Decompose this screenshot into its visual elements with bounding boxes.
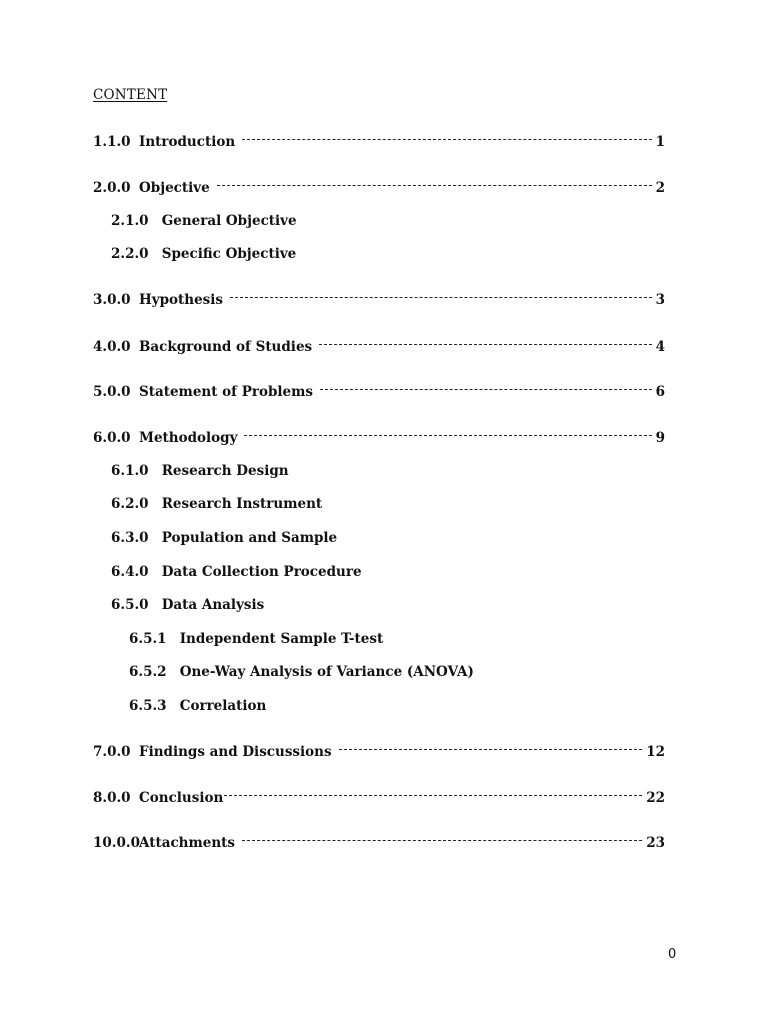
dot-leader (217, 184, 652, 186)
section-number: 1.1.0 (93, 134, 131, 150)
toc-entry-general-objective (111, 212, 297, 230)
section-title: General Objective (161, 213, 297, 229)
page-number: 12 (646, 744, 665, 760)
dot-leader (224, 794, 642, 796)
toc-entry-data-analysis (111, 596, 264, 614)
section-number: 4.0.0 (93, 339, 131, 355)
section-title: Methodology (139, 430, 238, 446)
toc-entry-background-of-studies (93, 338, 665, 356)
section-number: 8.0.0 (93, 790, 131, 806)
page-number: 9 (655, 430, 665, 446)
section-title: Data Collection Procedure (161, 564, 362, 580)
page-number: 1 (655, 134, 665, 150)
section-title: Population and Sample (161, 530, 338, 546)
section-title: Findings and Discussions (139, 744, 332, 760)
section-title: Data Analysis (161, 597, 265, 613)
toc-heading: CONTENT (93, 87, 168, 103)
section-number: 2.0.0 (93, 180, 131, 196)
section-number: 6.5.1 (129, 631, 167, 647)
section-title: Hypothesis (139, 292, 224, 308)
section-number: 5.0.0 (93, 384, 131, 400)
toc-entry-research-design (111, 462, 289, 480)
toc-entry-data-collection-procedure (111, 563, 362, 581)
section-title: Correlation (179, 698, 267, 714)
toc-entry-one-way-anova (129, 663, 474, 681)
toc-entry-introduction (93, 133, 665, 151)
section-title: Conclusion (139, 790, 224, 806)
toc-entry-methodology (93, 429, 665, 447)
section-number: 6.5.2 (129, 664, 167, 680)
page-number: 4 (655, 339, 665, 355)
section-number: 2.1.0 (111, 213, 149, 229)
dot-leader (319, 343, 651, 345)
section-title: Specific Objective (161, 246, 297, 262)
toc-entry-independent-sample-t-test (129, 630, 383, 648)
section-number: 6.3.0 (111, 530, 149, 546)
section-title: Background of Studies (139, 339, 313, 355)
section-number: 6.5.0 (111, 597, 149, 613)
section-number: 3.0.0 (93, 292, 131, 308)
toc-entry-research-instrument (111, 495, 322, 513)
page-number: 6 (655, 384, 665, 400)
section-title: Statement of Problems (139, 384, 314, 400)
section-number: 10.0.0 (93, 835, 140, 851)
page-number: 22 (646, 790, 665, 806)
page-number: 2 (655, 180, 665, 196)
section-title: One-Way Analysis of Variance (ANOVA) (179, 664, 474, 680)
section-title: Research Instrument (161, 496, 323, 512)
dot-leader (242, 839, 642, 841)
toc-entry-attachments (93, 834, 665, 852)
dot-leader (242, 138, 651, 140)
section-number: 6.1.0 (111, 463, 149, 479)
page-number: 23 (646, 835, 665, 851)
section-title: Attachments (139, 835, 236, 851)
section-number: 6.2.0 (111, 496, 149, 512)
section-number: 2.2.0 (111, 246, 149, 262)
toc-entry-specific-objective (111, 245, 296, 263)
dot-leader (230, 296, 652, 298)
page-number: 3 (655, 292, 665, 308)
section-title: Independent Sample T-test (179, 631, 384, 647)
dot-leader (244, 434, 651, 436)
section-number: 6.0.0 (93, 430, 131, 446)
dot-leader (320, 388, 652, 390)
section-title: Introduction (139, 134, 236, 150)
section-number: 6.5.3 (129, 698, 167, 714)
toc-entry-population-and-sample (111, 529, 337, 547)
section-title: Objective (139, 180, 210, 196)
section-number: 7.0.0 (93, 744, 131, 760)
section-number: 6.4.0 (111, 564, 149, 580)
toc-entry-findings-and-discussions (93, 743, 665, 761)
dot-leader (339, 748, 643, 750)
toc-entry-statement-of-problems (93, 383, 665, 401)
section-title: Research Design (161, 463, 289, 479)
toc-entry-conclusion (93, 789, 665, 807)
footer-page-number: 0 (668, 947, 677, 962)
toc-entry-correlation (129, 697, 266, 715)
toc-entry-objective (93, 179, 665, 197)
toc-entry-hypothesis (93, 291, 665, 309)
